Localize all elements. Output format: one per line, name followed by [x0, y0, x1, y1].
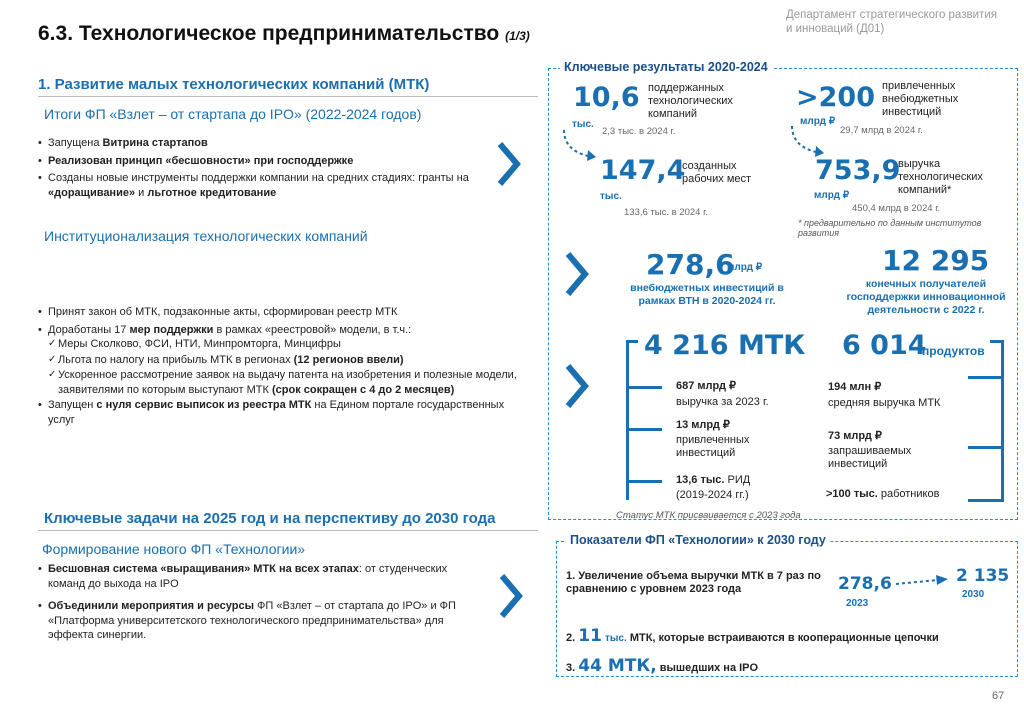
- products-tick-2: [968, 446, 1004, 449]
- mtk-rid: 13,6 тыс. РИД: [676, 474, 751, 486]
- mtk-inv-value: 13 млрд ₽: [676, 419, 730, 431]
- indicators-box-title: Показатели ФП «Технологии» к 2030 году: [566, 533, 830, 547]
- sub2-check-2: ✓ Льгота по налогу на прибыль МТК в регионах (12 регионов ввели): [48, 353, 518, 368]
- page-number: 67: [992, 690, 1005, 702]
- companies-unit: тыс.: [572, 119, 594, 130]
- vtn-unit: млрд ₽: [727, 262, 763, 273]
- revenue-label: выручка технологических компаний*: [898, 158, 983, 196]
- arrow-right-icon: [894, 574, 950, 588]
- status-note: Статус МТК присваивается с 2023 года: [616, 510, 801, 521]
- sub2-check-1: ✓ Меры Сколково, ФСИ, НТИ, Минпромторга, Минцифры: [48, 337, 518, 352]
- sub2-title: Институционализация технологических компаний: [44, 228, 368, 244]
- sub3-list: [38, 562, 478, 646]
- jobs-label: созданных рабочих мест: [682, 160, 752, 185]
- workers: >100 тыс. работников: [826, 488, 940, 500]
- mtk-tick-2: [626, 428, 662, 431]
- chevron-right-icon: [498, 572, 524, 620]
- chevron-right-icon: [496, 140, 522, 188]
- results-box-title: Ключевые результаты 2020-2024: [560, 60, 772, 74]
- sub3-item-2: • Объединили мероприятия и ресурсы ФП «Взлет – от стартапа до IPO» и ФП «Платформа университетского технологического предпринимательства» для эффекта синергии.: [38, 599, 478, 643]
- invest-note: 29,7 млрд в 2024 г.: [840, 125, 923, 136]
- avg-rev-value: 194 млн ₽: [828, 381, 882, 393]
- recipients-value: 12 295: [882, 244, 990, 277]
- jobs-unit: тыс.: [600, 191, 622, 202]
- sub1-list: [38, 136, 478, 203]
- revenue-unit: млрд ₽: [814, 190, 850, 201]
- vtn-value: 278,6: [646, 248, 735, 281]
- dept-line-1: Департамент стратегического развития: [786, 9, 997, 21]
- indicator-1-to-value: 2 135: [956, 566, 1010, 586]
- page-title: [38, 22, 530, 46]
- products-tick-3: [968, 499, 1004, 502]
- indicator-1-from-year: 2023: [846, 598, 869, 609]
- indicator-3: 3. 44 МТК, вышедших на IPO: [566, 656, 759, 676]
- sub2-check-3: ✓ Ускоренное рассмотрение заявок на выдачу патента на изобретения и полезные модели, заявителями по которым выступают МТК (срок сокращен с 4 до 2 месяцев): [48, 368, 518, 397]
- avg-rev-label: средняя выручка МТК: [828, 397, 941, 409]
- mtk-rid-period: (2019-2024 гг.): [676, 489, 749, 501]
- mtk-tick-3: [626, 480, 662, 483]
- products-unit: продуктов: [922, 344, 985, 358]
- indicator-1-text: 1. Увеличение объема выручки МТК в 7 раз по сравнению с уровнем 2023 года: [566, 570, 821, 595]
- companies-value: 10,6: [573, 82, 640, 113]
- sub2-item-service: • Запущен с нуля сервис выписок из реестра МТК на Едином портале государственных услуг: [38, 398, 518, 427]
- title-part: (1/3): [505, 29, 530, 43]
- companies-note: 2,3 тыс. в 2024 г.: [602, 126, 676, 137]
- invest-unit: млрд ₽: [800, 116, 836, 127]
- mtk-inv-label: привлеченных инвестиций: [676, 434, 750, 459]
- indicator-1-to-year: 2030: [962, 589, 985, 600]
- sub3-item-1: • Бесшовная система «выращивания» МТК на всех этапах: от студенческих команд до выхода на IPO: [38, 562, 478, 591]
- title-text: 6.3. Технологическое предпринимательство: [38, 22, 500, 45]
- sub2-item-law: • Принят закон об МТК, подзаконные акты, сформирован реестр МТК: [38, 305, 518, 320]
- section1-title: 1. Развитие малых технологических компаний (МТК): [38, 76, 430, 93]
- mtk-value: 4 216 МТК: [644, 330, 806, 361]
- curve-arrow-icon: [558, 128, 598, 164]
- sub2-list: [38, 305, 518, 430]
- department-label: [786, 8, 1006, 36]
- products-bracket-line: [1001, 340, 1004, 502]
- invest-value: >200: [796, 82, 875, 113]
- mtk-rev-label: выручка за 2023 г.: [676, 396, 769, 408]
- sub1-title: Итоги ФП «Взлет – от стартапа до IPO» (2022-2024 годов): [44, 106, 422, 122]
- sub1-item-2: • Реализован принцип «бесшовности» при господдержке: [38, 154, 478, 169]
- recipients-label: конечных получателей господдержки инновационной деятельности с 2022 г.: [846, 278, 1006, 316]
- section1-underline: [38, 96, 538, 97]
- dept-line-2: и инноваций (Д01): [786, 23, 885, 35]
- indicator-1-from-value: 278,6: [838, 574, 892, 594]
- indicator-2: 2. 11 тыс. МТК, которые встраиваются в кооперационные цепочки: [566, 626, 939, 646]
- mtk-bracket-line: [626, 340, 629, 500]
- req-inv-label: запрашиваемых инвестиций: [828, 445, 912, 470]
- products-tick-1: [968, 376, 1004, 379]
- invest-label: привлеченных внебюджетных инвестиций: [882, 80, 959, 118]
- products-value: 6 014: [842, 330, 927, 361]
- mtk-rev-value: 687 млрд ₽: [676, 380, 737, 392]
- revenue-note: 450,4 млрд в 2024 г.: [852, 203, 941, 214]
- jobs-value: 147,4: [600, 155, 686, 186]
- jobs-note: 133,6 тыс. в 2024 г.: [624, 207, 709, 218]
- sub1-item-1: • Запущена Витрина стартапов: [38, 136, 478, 151]
- req-inv-value: 73 млрд ₽: [828, 430, 882, 442]
- sub1-item-3: • Созданы новые инструменты поддержки компании на средних стадиях: гранты на «доращивание» и льготное кредитование: [38, 171, 478, 200]
- companies-label: поддержанных технологических компаний: [648, 82, 733, 120]
- footnote: * предварительно по данным институтов развития: [798, 218, 982, 238]
- sub2-item-measures: • Доработаны 17 мер поддержки в рамках «реестровой» модели, в т.ч.:: [38, 323, 518, 338]
- section2-underline: [38, 530, 538, 531]
- section2-title: Ключевые задачи на 2025 год и на перспективу до 2030 года: [44, 510, 496, 527]
- sub3-title: Формирование нового ФП «Технологии»: [42, 541, 306, 557]
- revenue-value: 753,9: [815, 155, 901, 186]
- vtn-label: внебюджетных инвестиций в рамках ВТН в 2020-2024 гг.: [630, 282, 784, 307]
- mtk-tick-1: [626, 386, 662, 389]
